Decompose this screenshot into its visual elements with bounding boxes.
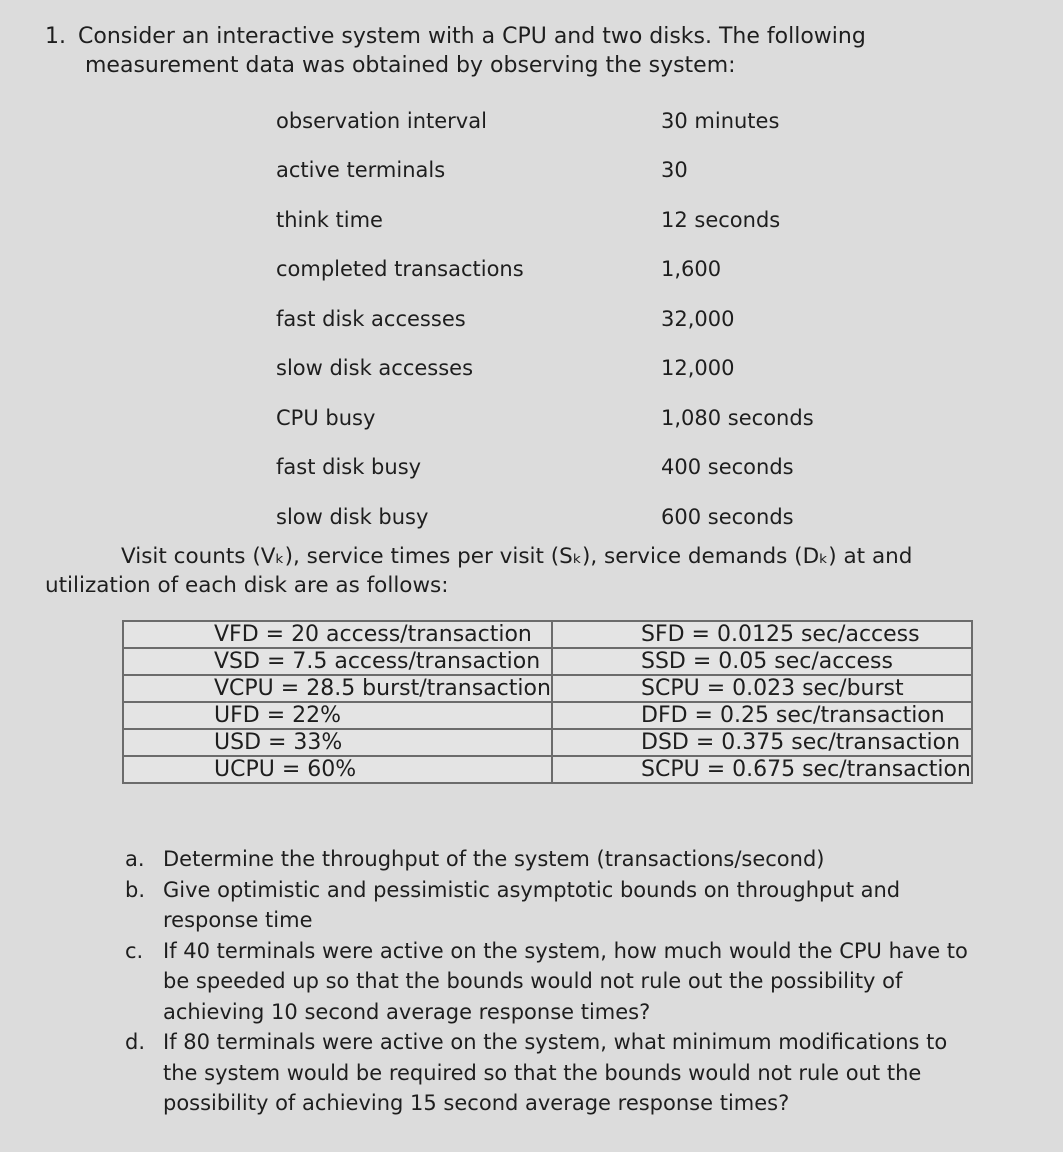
table-cell-left: USD = 33% bbox=[123, 729, 552, 756]
observation-value: 30 minutes bbox=[661, 108, 780, 133]
observation-row bbox=[276, 393, 814, 443]
table-row bbox=[123, 729, 972, 756]
visit-paragraph bbox=[45, 542, 975, 600]
observation-value: 32,000 bbox=[661, 306, 735, 331]
observation-value: 30 bbox=[661, 158, 688, 183]
intro-line-2: measurement data was obtained by observing the system: bbox=[85, 53, 736, 78]
table-cell-right: SFD = 0.0125 sec/access bbox=[552, 621, 972, 648]
question-list bbox=[125, 844, 975, 1119]
question-item bbox=[125, 936, 975, 1028]
observation-label: CPU busy bbox=[276, 405, 376, 430]
problem-intro bbox=[45, 22, 975, 80]
observation-label: completed transactions bbox=[276, 257, 524, 282]
table-cell-right: DFD = 0.25 sec/transaction bbox=[552, 702, 972, 729]
observation-value: 600 seconds bbox=[661, 504, 794, 529]
metrics-table bbox=[122, 620, 973, 784]
table-cell-left: UCPU = 60% bbox=[123, 756, 552, 783]
question-text: Give optimistic and pessimistic asymptotic bounds on throughput and response time bbox=[163, 877, 901, 932]
visit-line-2: utilization of each disk are as follows: bbox=[45, 573, 449, 598]
table-row bbox=[123, 675, 972, 702]
observation-row bbox=[276, 492, 814, 542]
question-item bbox=[125, 1027, 975, 1119]
observation-value: 12,000 bbox=[661, 356, 735, 381]
observation-label: think time bbox=[276, 207, 383, 232]
table-row bbox=[123, 756, 972, 783]
observation-label: slow disk accesses bbox=[276, 356, 474, 381]
question-letter: c. bbox=[125, 938, 144, 963]
table-row bbox=[123, 648, 972, 675]
problem-number: 1. bbox=[45, 24, 66, 49]
observation-row bbox=[276, 245, 814, 295]
observation-row bbox=[276, 146, 814, 196]
observation-label: fast disk accesses bbox=[276, 306, 466, 331]
table-cell-right: SSD = 0.05 sec/access bbox=[552, 648, 972, 675]
table-cell-right: DSD = 0.375 sec/transaction bbox=[552, 729, 972, 756]
table-cell-left: UFD = 22% bbox=[123, 702, 552, 729]
observation-row bbox=[276, 443, 814, 493]
observation-label: observation interval bbox=[276, 108, 487, 133]
observation-label: active terminals bbox=[276, 158, 446, 183]
question-text: If 40 terminals were active on the system, how much would the CPU have to be speeded up so that the bounds would not rule out the possibility of achieving 10 second average response times? bbox=[163, 938, 968, 1024]
table-row bbox=[123, 702, 972, 729]
observation-value: 400 seconds bbox=[661, 455, 794, 480]
question-letter: a. bbox=[125, 847, 145, 871]
observation-list bbox=[276, 96, 814, 542]
observation-value: 1,080 seconds bbox=[661, 405, 814, 430]
observation-value: 12 seconds bbox=[661, 207, 781, 232]
question-text: Determine the throughput of the system (transactions/second) bbox=[163, 847, 825, 871]
question-item bbox=[125, 875, 975, 936]
visit-line-1: Visit counts (Vₖ), service times per visit (Sₖ), service demands (Dₖ) at and bbox=[121, 544, 913, 569]
observation-label: fast disk busy bbox=[276, 455, 422, 480]
question-letter: b. bbox=[125, 877, 146, 902]
observation-row bbox=[276, 195, 814, 245]
observation-row bbox=[276, 96, 814, 146]
observation-label: slow disk busy bbox=[276, 504, 429, 529]
table-cell-left: VSD = 7.5 access/transaction bbox=[123, 648, 552, 675]
table-cell-left: VCPU = 28.5 burst/transaction bbox=[123, 675, 552, 702]
intro-line-1: Consider an interactive system with a CPU and two disks. The following bbox=[78, 24, 866, 49]
question-item bbox=[125, 844, 975, 875]
table-row bbox=[123, 621, 972, 648]
question-text: If 80 terminals were active on the system, what minimum modifications to the system would be required so that the bounds would not rule out the possibility of achieving 15 second average response times? bbox=[163, 1030, 948, 1115]
observation-row bbox=[276, 294, 814, 344]
observation-value: 1,600 bbox=[661, 257, 722, 282]
table-cell-right: SCPU = 0.023 sec/burst bbox=[552, 675, 972, 702]
table-cell-right: SCPU = 0.675 sec/transaction bbox=[552, 756, 972, 783]
table-cell-left: VFD = 20 access/transaction bbox=[123, 621, 552, 648]
observation-row bbox=[276, 344, 814, 394]
question-letter: d. bbox=[125, 1030, 146, 1054]
